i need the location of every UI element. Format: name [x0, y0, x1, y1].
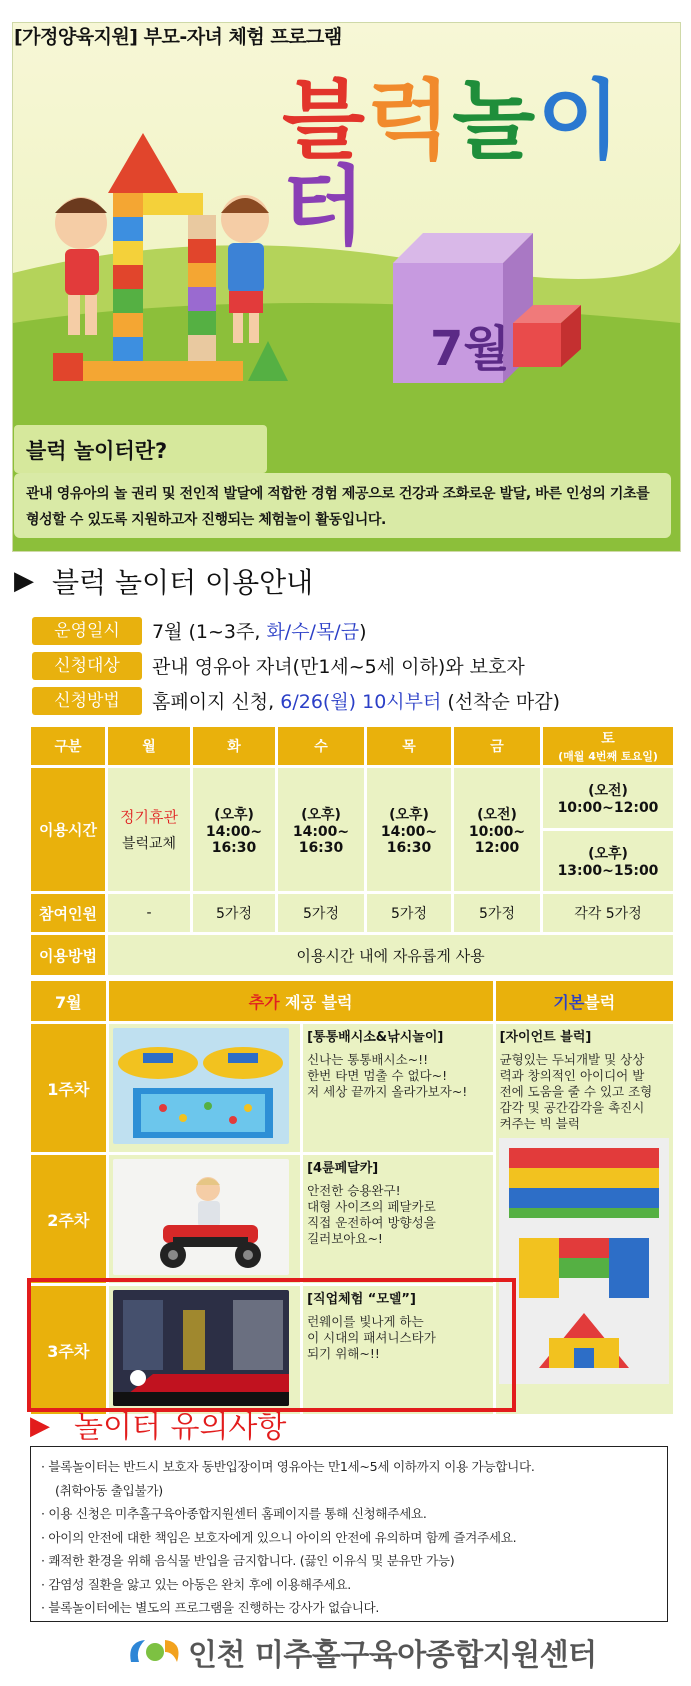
title-char: 이	[537, 71, 623, 171]
program-eyebrow: [가정양육지원] 부모-자녀 체험 프로그램	[14, 26, 342, 48]
week-photo-1	[109, 1024, 301, 1152]
row-label-people: 참여인원	[31, 894, 105, 932]
people-tue: 5가정	[193, 894, 275, 932]
basic-block-header: 기본블럭	[496, 981, 673, 1021]
notice-item: (취학아동 출입불가)	[55, 1482, 163, 1498]
notice-item: · 블록놀이터는 반드시 보호자 동반입장이며 영유아는 만1세~5세 이하까지 이용 가능합니다.	[41, 1459, 535, 1474]
basic-block-cell: [자이언트 블럭] 균형있는 두뇌개발 및 상상 력과 창의적인 아이디어 발 전에 도움을 줄 수 있고 조형 감각 및 공간감각을 촉진시 켜주는 빅 블럭	[496, 1024, 673, 1414]
header-category: 구분	[31, 727, 105, 765]
notice-list	[31, 1447, 667, 1628]
info-value-apply: 홈페이지 신청, 6/26(월) 10시부터 (선착순 마감)	[152, 691, 561, 713]
right-triangle-icon: ▶	[30, 1411, 50, 1441]
info-label-target: 신청대상	[32, 652, 142, 680]
boat-seesaw-photo	[113, 1028, 289, 1144]
header-mon: 월	[108, 727, 190, 765]
notice-item: · 이용 신청은 미추홀구육아종합지원센터 홈페이지를 통해 신청해주세요.	[41, 1506, 427, 1521]
row-label-time: 이용시간	[31, 768, 105, 891]
people-mon: -	[108, 894, 190, 932]
schedule-table	[28, 724, 676, 978]
sat-pm-cell: (오후) 13:00~15:00	[543, 831, 673, 891]
method-cell: 이용시간 내에 자유롭게 사용	[108, 935, 673, 975]
title-char: 블	[282, 71, 368, 171]
header-wed: 수	[278, 727, 364, 765]
week-desc-3: [직업체험 “모델”] 런웨이를 빛나게 하는 이 시대의 패셔니스타가 되기 위해~!!	[303, 1286, 492, 1414]
sat-am-cell: (오전) 10:00~12:00	[543, 768, 673, 828]
week-desc-1: [통통배시소&낚시놀이] 신나는 통통배시소~!! 한번 타면 멈출 수 없다~! 저 세상 끝까지 올라가보자~!	[303, 1024, 492, 1152]
mon-time-cell: 정기휴관 블럭교체	[108, 768, 190, 891]
header-tue: 화	[193, 727, 275, 765]
thu-time-cell: (오후) 14:00~ 16:30	[367, 768, 451, 891]
right-triangle-icon: ▶	[14, 566, 34, 596]
row-label-method: 이용방법	[31, 935, 105, 975]
week-label-1: 1주차	[31, 1024, 106, 1152]
week-desc-2: [4륜페달카] 안전한 승용완구! 대형 사이즈의 페달카로 직접 운전하여 방향성을 길러보아요~!	[303, 1155, 492, 1283]
center-logo-icon	[125, 1632, 185, 1672]
weekly-month-label: 7월	[31, 981, 106, 1021]
info-value-target: 관내 영유아 자녀(만1세~5세 이하)와 보호자	[152, 656, 525, 678]
header-sat: 토 (매월 4번째 토요일)	[543, 727, 673, 765]
question-heading: 블럭 놀이터란?	[26, 439, 168, 463]
people-thu: 5가정	[367, 894, 451, 932]
giant-block-photo	[499, 1138, 669, 1384]
pedal-car-photo	[113, 1159, 289, 1275]
section-title-notice: 놀이터 유의사항	[74, 1410, 287, 1445]
tue-time-cell: (오후) 14:00~ 16:30	[193, 768, 275, 891]
notice-item: · 블록놀이터에는 별도의 프로그램을 진행하는 강사가 없습니다.	[41, 1600, 380, 1615]
page-title	[282, 71, 691, 257]
notice-item: · 쾌적한 환경을 위해 음식물 반입을 금지합니다. (끓인 이유식 및 분유만 가능)	[41, 1553, 455, 1568]
week-label-2: 2주차	[31, 1155, 106, 1283]
week-photo-2	[109, 1155, 301, 1283]
info-value-schedule: 7월 (1~3주, 화/수/목/금)	[152, 621, 367, 643]
people-sat: 각각 5가정	[543, 894, 673, 932]
info-label-schedule: 운영일시	[32, 617, 142, 645]
notice-box	[30, 1446, 668, 1622]
week-label-3: 3주차	[31, 1286, 106, 1414]
notice-item: · 아이의 안전에 대한 책임은 보호자에게 있으니 아이의 안전에 유의하며 함께 즐겨주세요.	[41, 1529, 517, 1545]
week3-highlight-frame	[27, 1278, 516, 1412]
month-badge: 7월	[430, 321, 510, 377]
organization-name: 인천 미추홀구육아종합지원센터	[188, 1638, 597, 1673]
info-label-apply: 신청방법	[32, 687, 142, 715]
fri-time-cell: (오전) 10:00~ 12:00	[454, 768, 540, 891]
people-fri: 5가정	[454, 894, 540, 932]
notice-item: · 감염성 질환을 앓고 있는 아동은 완치 후에 이용해주세요.	[41, 1576, 351, 1592]
title-char: 럭	[367, 71, 453, 171]
people-wed: 5가정	[278, 894, 364, 932]
wed-time-cell: (오후) 14:00~ 16:30	[278, 768, 364, 891]
extra-block-header: 추가 제공 블럭	[109, 981, 493, 1021]
section-title-guide: 블럭 놀이터 이용안내	[52, 566, 314, 599]
title-char: 놀	[452, 71, 538, 171]
header-fri: 금	[454, 727, 540, 765]
header-thu: 목	[367, 727, 451, 765]
program-description: 관내 영유아의 놀 권리 및 전인적 발달에 적합한 경험 제공으로 건강과 조화로운 발달, 바른 인성의 기초를 형성할 수 있도록 지원하고자 진행되는 체험놀이 활동입니다.	[26, 486, 650, 528]
title-char: 터	[282, 157, 368, 257]
